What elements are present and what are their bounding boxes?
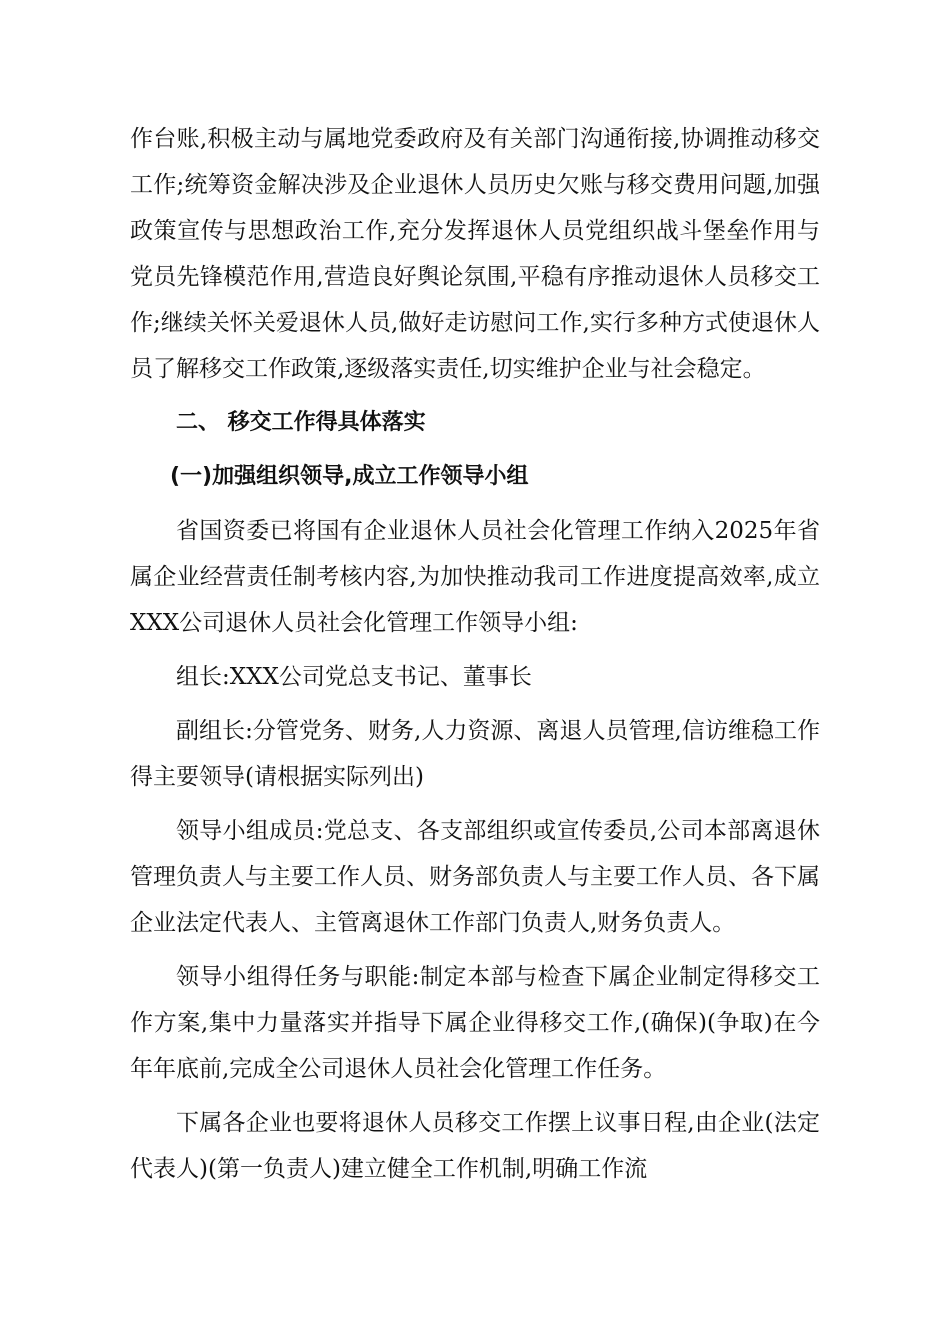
paragraph-leader: 组长:XXX公司党总支书记、董事长: [176, 664, 532, 690]
paragraph-intro: 省国资委已将国有企业退休人员社会化管理工作纳入2025年省属企业经营责任制考核内容,为加快推动我司工作进度提高效率,成立XXX公司退休人员社会化管理工作领导小组:: [130, 518, 820, 636]
paragraph-deputy-leader: 副组长:分管党务、财务,人力资源、离退人员管理,信访维稳工作得主要领导(请根据实际列出): [130, 718, 820, 790]
subsection-heading: (一)加强组织领导,成立工作领导小组: [170, 464, 529, 489]
paragraph-subsidiaries: 下属各企业也要将退休人员移交工作摆上议事日程,由企业(法定代表人)(第一负责人)建立健全工作机制,明确工作流: [130, 1110, 820, 1182]
document-body: [130, 116, 820, 1200]
paragraph-members: 领导小组成员:党总支、各支部组织或宣传委员,公司本部离退休管理负责人与主要工作人员、财务部负责人与主要工作人员、各下属企业法定代表人、主管离退休工作部门负责人,财务负责人。: [130, 818, 820, 936]
section-heading: 二、 移交工作得具体落实: [176, 410, 426, 435]
paragraph-duties: 领导小组得任务与职能:制定本部与检查下属企业制定得移交工作方案,集中力量落实并指导下属企业得移交工作,(确保)(争取)在今年年底前,完成全公司退休人员社会化管理工作任务。: [130, 964, 820, 1082]
paragraph-continuation: 作台账,积极主动与属地党委政府及有关部门沟通衔接,协调推动移交工作;统筹资金解决涉及企业退休人员历史欠账与移交费用问题,加强政策宣传与思想政治工作,充分发挥退休人员党组织战斗堡垒作用与党员先锋模范作用,营造良好舆论氛围,平稳有序推动退休人员移交工作;继续关怀关爱退休人员,做好走访慰问工作,实行多种方式使退休人员了解移交工作政策,逐级落实责任,切实维护企业与社会稳定。: [130, 126, 820, 382]
